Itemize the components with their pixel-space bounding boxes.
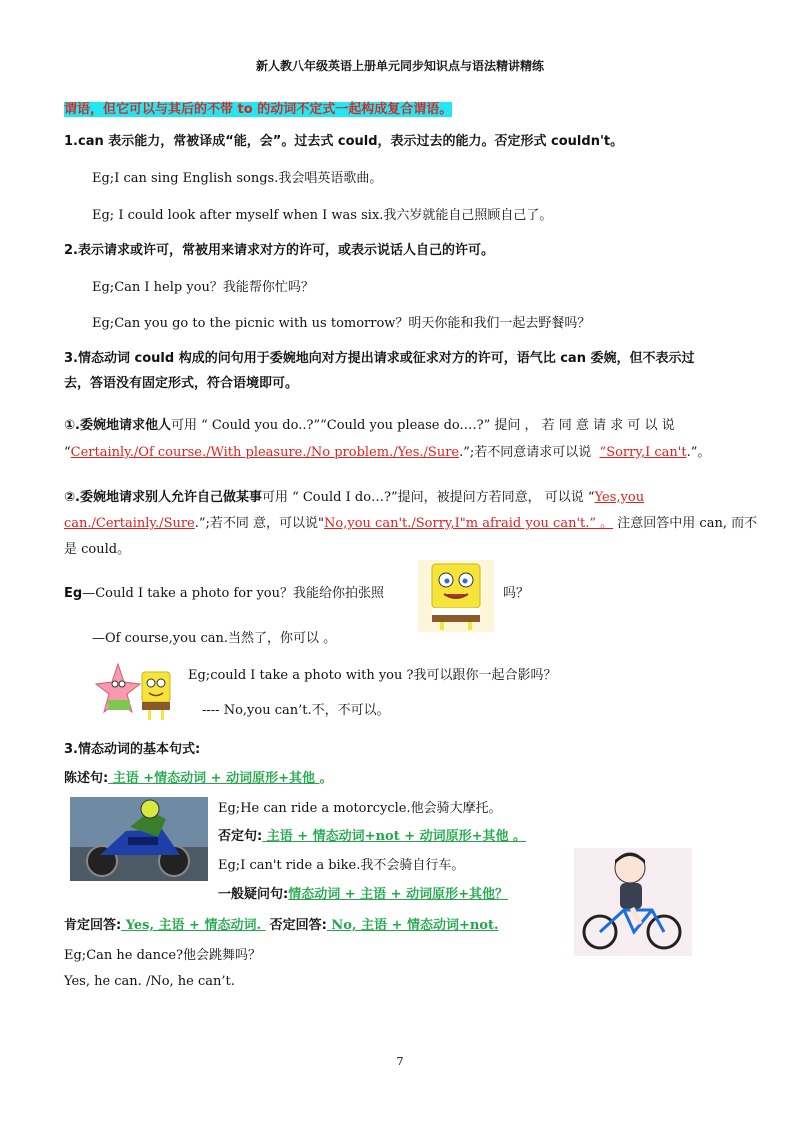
quote-mark: “ (64, 445, 71, 460)
question-1-text: —Could I take a photo for you？我能给你拍张照 (82, 586, 385, 601)
permit-answers-end: can./Certainly./Sure (64, 516, 195, 531)
declarative-label: 陈述句: (64, 771, 109, 786)
intro-line (64, 98, 452, 117)
point-3-title-line-1: 3.情态动词 could 构成的问句用于委婉地向对方提出请求或征求对方的许可，语气比 can 委婉，但不表示过 (64, 351, 695, 366)
item-2-heading: ②.委婉地请求别人允许自己做某事 (64, 490, 262, 505)
page-number: 7 (396, 1055, 404, 1068)
refuse-answer: “Sorry,I can't (599, 445, 687, 460)
question-form-formula: 情态动词 + 主语 + 动词原形+其他？ (288, 887, 508, 902)
point-2-title: 2.表示请求或许可，常被用来请求对方的许可，或表示说话人自己的许可。 (64, 243, 494, 258)
item-2-end: 注意回答中用 can, 而不 (613, 516, 758, 531)
negative-answer-label: 否定回答: (269, 918, 327, 933)
declarative-formula: 主语 +情态动词 + 动词原形+其他 (108, 771, 320, 786)
point-2-example-2: Eg;Can you go to the picnic with us tomorrow？明天你能和我们一起去野餐吗？ (92, 316, 591, 331)
item-2-line-2 (64, 512, 757, 531)
item-1-text: 可用 “ Could you do..?”“Could you please do.…?” 提问 ， 若 同 意 请 求 可 以 说 (170, 418, 675, 433)
example-motorcycle: Eg;He can ride a motorcycle.他会骑大摩托。 (218, 801, 502, 816)
cyclist-image (574, 848, 692, 956)
positive-answer-formula: Yes, 主语 + 情态动词. (121, 918, 266, 933)
item-1-heading: ①.委婉地请求他人 (64, 418, 171, 433)
dialog-question-1 (64, 582, 384, 601)
point-1-example-2: Eg; I could look after myself when I was six.我六岁就能自己照顾自己了。 (92, 208, 553, 223)
eg-label: Eg (64, 586, 83, 601)
item-2-line-1 (64, 486, 644, 505)
page-header: 新人教八年级英语上册单元同步知识点与语法精讲精练 (255, 59, 544, 73)
point-3-title-line-2: 去，答语没有固定形式，符合语境即可。 (64, 376, 299, 391)
point-4-title: 3.情态动词的基本句式: (64, 742, 201, 757)
dialog-answer-1: —Of course,you can.当然了，你可以 。 (92, 631, 337, 646)
example-bike: Eg;I can't ride a bike.我不会骑自行车。 (218, 858, 465, 873)
item-2-line-3: 是 could。 (64, 542, 131, 557)
permit-answers-start: Yes,you (594, 490, 645, 505)
intro-highlight: 谓语，但它可以与其后的不带 to 的动词不定式一起构成复合谓语。 (64, 102, 453, 117)
item-1-end: .”。 (686, 445, 711, 460)
point-1-title: 1.can 表示能力，常被译成“能，会”。过去式 could，表示过去的能力。否定形式 couldn't。 (64, 134, 624, 149)
negative-label: 否定句: (218, 829, 263, 844)
item-1-line-1 (64, 414, 675, 433)
point-2-example-1: Eg;Can I help you？我能帮你忙吗？ (92, 280, 314, 295)
question-form-label: 一般疑问句: (218, 887, 289, 902)
positive-answer-label: 肯定回答: (64, 918, 122, 933)
deny-answers: No,you can't./Sorry,I"m afraid you can't.” 。 (324, 516, 614, 531)
point-1-example-1: Eg;I can sing English songs.我会唱英语歌曲。 (92, 171, 383, 186)
item-2-text: 可用 “ Could I do…?”提问，被提问方若同意， 可以说 “ (261, 490, 595, 505)
patrick-spongebob-image (94, 660, 176, 722)
question-1-end: 吗？ (503, 586, 530, 601)
example-dance-answer: Yes, he can. /No, he can’t. (64, 974, 235, 989)
negative-formula: 主语 + 情态动词+not + 动词原形+其他 。 (262, 829, 527, 844)
example-dance-question: Eg;Can he dance?他会跳舞吗？ (64, 948, 261, 963)
declarative-line (64, 767, 333, 786)
item-1-line-2 (64, 441, 710, 460)
motorcycle-rider-image (70, 797, 208, 881)
question-form-line (218, 883, 508, 902)
spongebob-image (418, 560, 494, 632)
dialog-answer-2: ---- No,you can’t.不，不可以。 (202, 703, 390, 718)
answers-line (64, 914, 499, 933)
negative-answer-formula: No, 主语 + 情态动词+not. (326, 918, 499, 933)
declarative-end: 。 (319, 771, 333, 786)
dialog-question-2: Eg;could I take a photo with you ?我可以跟你一起合影吗？ (188, 668, 557, 683)
agree-answers: Certainly./Of course./With pleasure./No problem./Yes./Sure (70, 445, 460, 460)
item-2-mid: .”;若不同 意，可以说" (194, 516, 325, 531)
negative-line (218, 825, 526, 844)
item-1-mid: .”;若不同意请求可以说 (459, 445, 592, 460)
